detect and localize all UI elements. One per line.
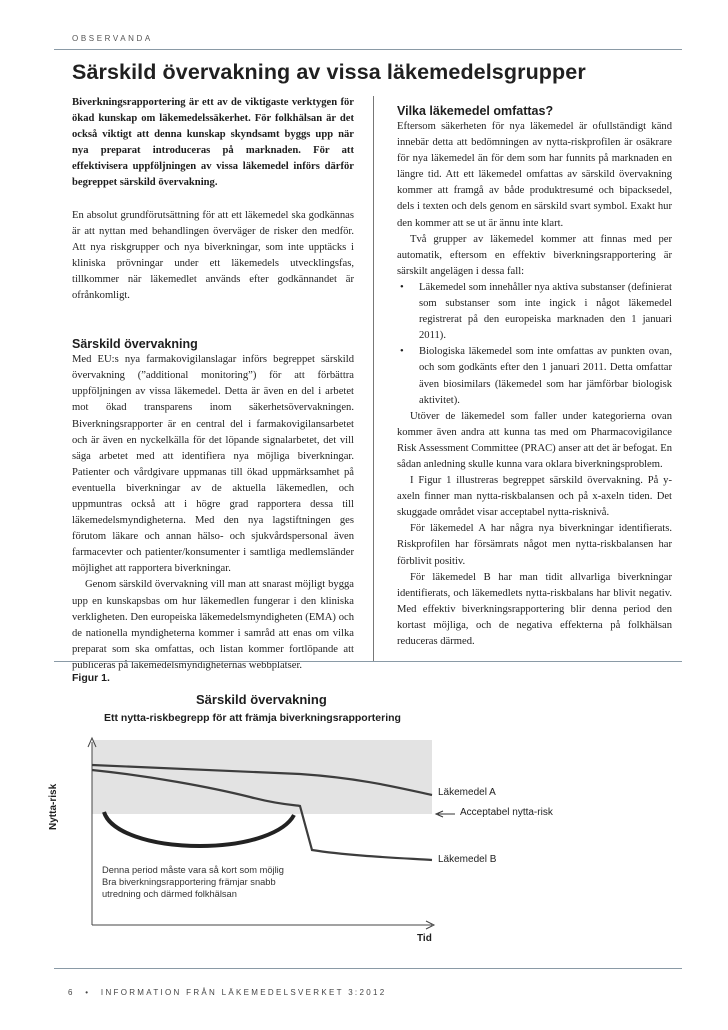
article-title: Särskild övervakning av vissa läkemedelsgrupper xyxy=(72,60,586,84)
note-line: Denna period måste vara så kort som möjlig xyxy=(102,865,284,875)
lead-paragraph: Biverkningsrapportering är ett av de viktigaste verktygen för ökad kunskap om läkemedelssäkerhet. För folkhälsan är det också viktigt att denna kunskap skyndsamt byggs upp när nya preparat introduceras på marknaden. För att effektivisera uppföljningen av vissa läkemedel införs därför begreppet särskild övervakning. xyxy=(72,97,354,189)
paragraph: Utöver de läkemedel som faller under kategorierna ovan kommer även andra att kunna tas med om Pharmacovigilance Risk Assessment Committee (PRAC) anser att det är befogat. En sådan anledning skulle kunna vara oklara biverkningsproblem. xyxy=(397,410,672,470)
publication-name: INFORMATION FRÅN LÄKEMEDELSVERKET 3:2012 xyxy=(100,988,387,997)
list-item-text: Biologiska läkemedel som inte omfattas av punkten ovan, och som godkänts efter den 1 januari 2011. Detta omfattar även biosimilars (läkemedel som har jämförbar biologisk aktivitet). xyxy=(419,346,672,406)
paragraph: För läkemedel B har man tidit allvarliga biverkningar identifierats, och läkemedlets nytta-riskbalans har blivit negativ. Med effektiv biverkningsrapportering blir denna period den kortast möjliga, och de negativa effekterna på folkhälsan reduceras därmed. xyxy=(397,571,672,647)
drug-b-label: Läkemedel B xyxy=(438,854,497,865)
page-number: 6 xyxy=(68,988,75,997)
list-item-text: Läkemedel som innehåller nya aktiva substanser (definierat som substanser som inte ingick i något läkemedel registrerat på den europeiska marknaden den 1 januari 2011). xyxy=(419,281,672,342)
paragraph: Genom särskild övervakning vill man att snarast möjligt bygga upp en kunskapsbas om hur läkemedlen fungerar i den kliniska verkligheten. Den europeiska läkemedelsmyndigheten (EMA) och de nationella myndigheterna kommer i samråd att enas om vilka preparat som ska omfattas, och listan kommer fortlöpande att publiceras på läkemedelsmyndigheternas webbplatser. xyxy=(72,579,354,671)
y-axis-label: Nytta-risk xyxy=(48,783,59,830)
paragraph: En absolut grundförutsättning för att ett läkemedel ska godkännas är att nyttan med behandlingen överväger de risker den medför. Att nya riskgrupper och nya biverkningar, som inte upptäcks i kliniska prövningar under ett läkemedels utvecklingsfas, tillkommer när läkemedlet används efter godkännandet är ofrånkomligt. xyxy=(72,209,354,302)
footer-bullet: • xyxy=(85,988,91,997)
bullet-icon: • xyxy=(400,346,404,358)
section-heading: Särskild övervakning xyxy=(72,337,198,352)
figure-title: Särskild övervakning xyxy=(196,692,327,707)
note-line: Bra biverkningsrapportering främjar snabb xyxy=(102,877,276,888)
paragraph: I Figur 1 illustreras begreppet särskild övervakning. På y-axeln finner man nytta-riskbalansen och på x-axeln tiden. Det skuggade området visar acceptabel nytta-risknivå. xyxy=(397,475,672,519)
figure-note xyxy=(102,864,302,901)
section-heading: Vilka läkemedel omfattas? xyxy=(397,104,554,118)
page-footer xyxy=(68,988,386,997)
figure-subtitle: Ett nytta-riskbegrepp för att främja biverkningsrapportering xyxy=(104,712,401,724)
period-arc xyxy=(104,812,294,846)
running-head: OBSERVANDA xyxy=(72,34,153,43)
bullet-icon: • xyxy=(400,281,404,293)
drug-a-label: Läkemedel A xyxy=(438,787,496,798)
x-axis-label: Tid xyxy=(417,933,432,944)
acceptable-label: Acceptabel nytta-risk xyxy=(460,807,553,818)
paragraph: Med EU:s nya farmakovigilanslagar införs begreppet särskild övervakning (”additional monitoring”) för att förbättra uppföljningen av vissa läkemedel. Detta är även en del i arbetet mot ökad transparens inom säkerhetsövervakningen. Biverkningsrapporter är en central del i farmakovigilansarbetet och är även en nyckelkälla för det löpande signalarbetet, det vill säga arbetet med att identifiera nya möjliga biverkningar. Patienter och vårdgivare uppmanas till ökad uppmärksamhet på eventuella biverkningar av de aktuella läkemedlen, och uppmuntras också att i högre grad rapportera dessa till läkemedelsmyndigheterna. Med den nya lagstiftningen ges förutom läkare och annan hälso- och sjukvårdspersonal även farmacevter och patienter/konsumenter i samtliga medlemsländer möjlighet att rapportera biverkningar. xyxy=(72,354,354,575)
note-line: utredning och därmed folkhälsan xyxy=(102,889,237,900)
footer-divider xyxy=(54,968,682,969)
figure-label: Figur 1. xyxy=(72,672,110,684)
paragraph: Eftersom säkerheten för nya läkemedel är ofullständigt känd innebär detta att bedömningen av nytta-riskprofilen är osäkrare för nya läkemedel än för dem som har funnits på marknaden en längre tid. Att ett läkemedel omfattas av särskild övervakning kommer att framgå av både produktresumé och bipacksedel, dels i texten och dels genom en särskild svart symbol. Exakt hur den kommer att se ut är ännu inte klart. xyxy=(397,121,672,229)
paragraph: Två grupper av läkemedel kommer att finnas med per automatik, eftersom en effektiv biverkningsrapportering är särskilt angelägen i dessa fall: xyxy=(397,233,672,277)
paragraph: För läkemedel A har några nya biverkningar identifierats. Riskprofilen har försämrats något men nytta-riskbalansen har förblivit positiv. xyxy=(397,523,672,567)
